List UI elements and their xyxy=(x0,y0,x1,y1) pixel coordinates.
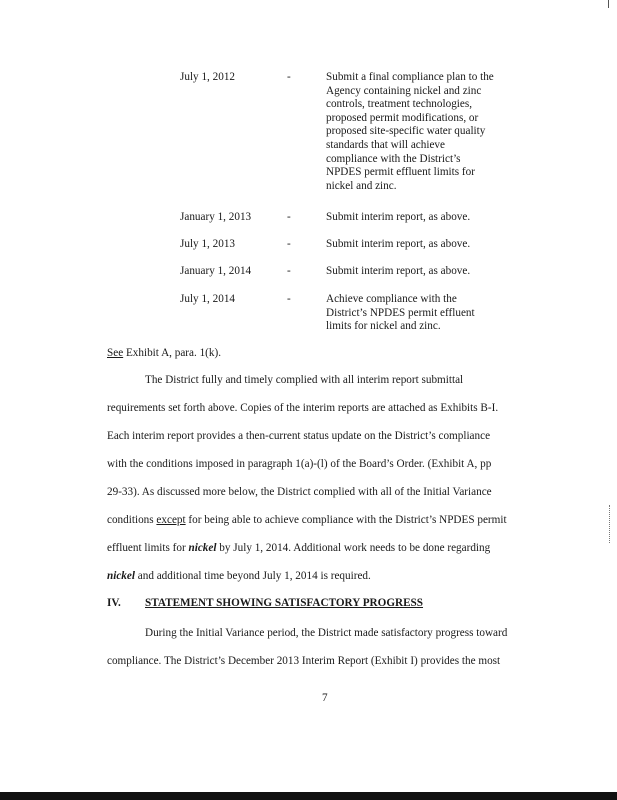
para1-line-4: with the conditions imposed in paragraph 1(a)-(l) of the Board’s Order. (Exhibit A, pp xyxy=(107,458,492,470)
desc-line: limits for nickel and zinc. xyxy=(326,320,441,333)
desc-line: Achieve compliance with the xyxy=(326,293,457,305)
section-number: IV. xyxy=(107,597,121,609)
text-run: and additional time beyond July 1, 2014 is required. xyxy=(134,570,371,582)
para1-line-2: requirements set forth above. Copies of the interim reports are attached as Exhibits B-I. xyxy=(107,402,499,414)
emphasis-nickel: nickel xyxy=(107,570,135,582)
text-run: effluent limits for xyxy=(107,542,189,554)
scan-bottom-border xyxy=(0,792,617,800)
schedule-dash: - xyxy=(287,238,291,250)
desc-line: Agency containing nickel and zinc xyxy=(326,84,482,97)
schedule-description xyxy=(326,71,526,193)
para1-line-6 xyxy=(107,514,507,526)
reference-text: Exhibit A, para. 1(k). xyxy=(123,347,222,359)
desc-line: nickel and zinc. xyxy=(326,179,397,192)
desc-line: District’s NPDES permit effluent xyxy=(326,306,475,319)
page-number: 7 xyxy=(322,692,328,704)
schedule-description xyxy=(326,238,526,252)
scan-edge-mark xyxy=(608,0,609,8)
desc-line: compliance with the District’s xyxy=(326,152,461,165)
schedule-description xyxy=(326,265,526,279)
schedule-date: January 1, 2014 xyxy=(180,265,252,277)
emphasis-nickel: nickel xyxy=(188,542,217,554)
scan-edge-dots xyxy=(609,505,611,543)
desc-line: proposed site-specific water quality xyxy=(326,125,486,138)
schedule-dash: - xyxy=(287,211,291,223)
schedule-description xyxy=(326,211,526,225)
desc-line: proposed permit modifications, or xyxy=(326,111,479,124)
desc-line: controls, treatment technologies, xyxy=(326,98,473,111)
schedule-dash: - xyxy=(287,293,291,305)
section-heading: STATEMENT SHOWING SATISFACTORY PROGRESS xyxy=(145,597,424,609)
desc-line: Submit a final compliance plan to the xyxy=(326,71,494,83)
desc-line: Submit interim report, as above. xyxy=(326,211,471,223)
para1-line-7 xyxy=(107,542,490,554)
desc-line: Submit interim report, as above. xyxy=(326,238,471,250)
para2-line-2: compliance. The District’s December 2013 Interim Report (Exhibit I) provides the most xyxy=(107,655,501,667)
schedule-date: January 1, 2013 xyxy=(180,211,252,223)
text-run: for being able to achieve compliance with the District’s NPDES permit xyxy=(185,514,507,526)
para1-line-1: The District fully and timely complied with all interim report submittal xyxy=(145,374,464,386)
schedule-dash: - xyxy=(287,265,291,277)
schedule-dash: - xyxy=(287,71,291,83)
text-run: by July 1, 2014. Additional work needs to be done regarding xyxy=(216,542,491,554)
text-run: conditions xyxy=(107,514,157,526)
exhibit-reference xyxy=(107,347,221,359)
schedule-description xyxy=(326,293,526,334)
para2-line-1: During the Initial Variance period, the District made satisfactory progress toward xyxy=(145,627,508,639)
desc-line: NPDES permit effluent limits for xyxy=(326,166,475,179)
see-signal: See xyxy=(107,347,124,359)
para1-line-3: Each interim report provides a then-current status update on the District’s compliance xyxy=(107,430,491,442)
schedule-date: July 1, 2012 xyxy=(180,71,236,83)
schedule-date: July 1, 2013 xyxy=(180,238,236,250)
para1-line-8 xyxy=(107,570,371,582)
desc-line: standards that will achieve xyxy=(326,138,445,151)
desc-line: Submit interim report, as above. xyxy=(326,265,471,277)
schedule-date: July 1, 2014 xyxy=(180,293,236,305)
para1-line-5: 29-33). As discussed more below, the District complied with all of the Initial Variance xyxy=(107,486,492,498)
emphasis-except: except xyxy=(156,514,186,526)
